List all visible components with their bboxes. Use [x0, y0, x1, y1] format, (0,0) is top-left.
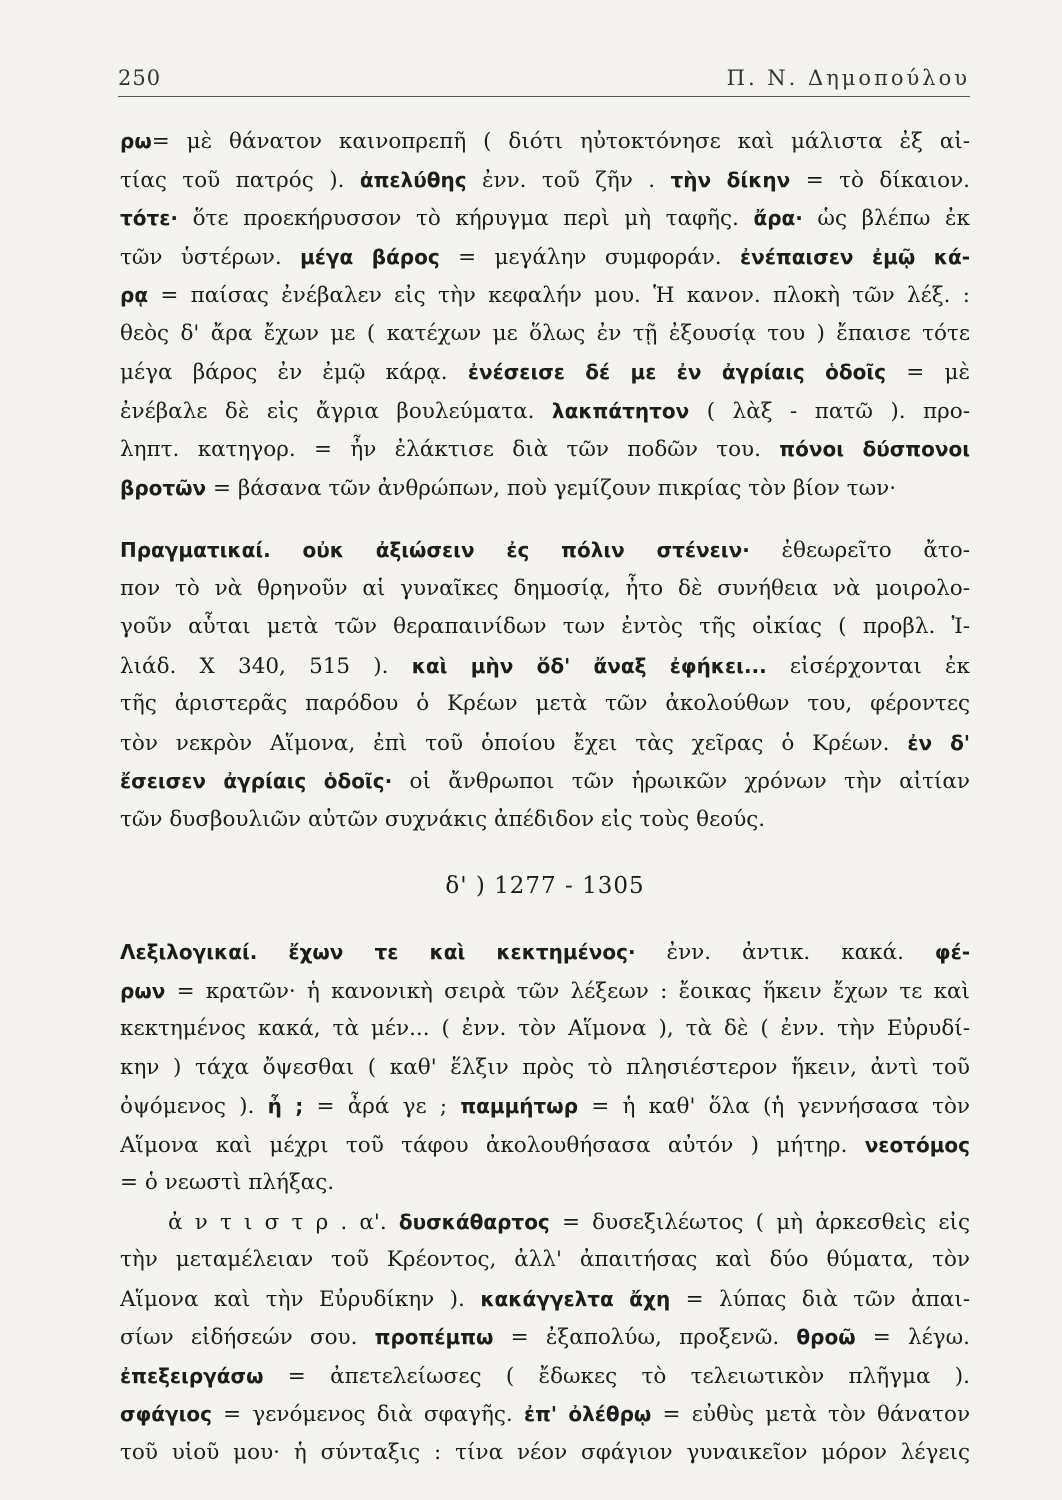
text-line: γοῦν αὗται μετὰ τῶν θεραπαινίδων των ἐντὸς τῆς οἰκίας ( προβλ. Ἰ- — [120, 614, 970, 639]
paragraph-factual-notes — [120, 531, 970, 839]
text-line: σίων εἰδήσεών σου. προπέμπω = ἐξαπολύω, προξενῶ. θροῶ = λέγω. — [120, 1325, 970, 1350]
lemma: πόνοι δύσπονοι — [779, 437, 970, 461]
text-line: ἔσεισεν ἀγρίαις ὁδοῖς· οἱ ἄνθρωποι τῶν ἡρωικῶν χρόνων τὴν αἰτίαν — [120, 769, 970, 794]
paragraph-gap — [120, 507, 970, 531]
text-body — [120, 122, 970, 1472]
lemma: σφάγιος — [120, 1402, 212, 1426]
text-line: ρω= μὲ θάνατον καινοπρεπῆ ( διότι ηὐτοκτόνησε καὶ μάλιστα ἐξ αἰ- — [120, 129, 970, 154]
paragraph-lexical-notes-continued — [120, 122, 970, 507]
lemma: θροῶ — [796, 1325, 856, 1349]
text-line: τὸν νεκρὸν Αἵμονα, ἐπὶ τοῦ ὁποίου ἔχει τὰς χεῖρας ὁ Κρέων. ἐν δ' — [120, 730, 970, 756]
section-heading: δ' ) 1277 - 1305 — [445, 873, 645, 899]
lemma: ἐπ' ὀλέθρῳ — [523, 1402, 652, 1426]
lemma: ἦ ; — [267, 1094, 304, 1118]
text-line: τῆς ἀριστερᾶς παρόδου ὁ Κρέων μετὰ τῶν ἀκολούθων του, φέροντες — [120, 691, 970, 716]
text-line: κην ) τάχα ὄψεσθαι ( καθ' ἕλξιν πρὸς τὸ πλησιέστερον ἥκειν, ἀντὶ τοῦ — [120, 1054, 970, 1080]
text-line: τῶν ὑστέρων. μέγα βάρος = μεγάλην συμφοράν. ἐνέπαισεν ἐμῷ κά- — [120, 244, 970, 270]
lemma: ἐνέσεισε δέ με ἐν ἀγρίαις ὁδοῖς — [467, 360, 886, 384]
lemma: οὐκ ἀξιώσειν ἐς πόλιν στένειν· — [302, 538, 750, 562]
text-line: τοῦ υἱοῦ μου· ἡ σύνταξις : τίνα νέον σφάγιον γυναικεῖον μόρον λέγεις — [120, 1439, 970, 1465]
text-line: ἐνέβαλε δὲ εἰς ἄγρια βουλεύματα. λακπάτητον ( λὰξ - πατῶ ). προ- — [120, 398, 970, 424]
lemma: τὴν δίκην — [670, 167, 791, 192]
paragraph-gap — [120, 839, 970, 859]
text-line: ληπτ. κατηγορ. = ἦν ἐλάκτισε διὰ τῶν ποδῶν του. πόνοι δύσπονοι — [120, 437, 970, 462]
text-line: πον τὸ νὰ θρηνοῦν αἱ γυναῖκες δημοσίᾳ, ἦτο δὲ συνήθεια νὰ μοιρολο- — [120, 575, 970, 601]
text-line: = ὁ νεωστὶ πλήξας. — [120, 1170, 335, 1195]
lemma: ἐπεξειργάσω — [120, 1363, 264, 1388]
text-line: ὀψόμενος ). ἦ ; = ἆρά γε ; παμμήτωρ = ἡ καθ' ὅλα (ἡ γεννήσασα τὸν — [120, 1094, 970, 1119]
paragraph-gap — [120, 913, 970, 933]
page-header — [118, 62, 970, 96]
lemma: κακάγγελτα ἄχη — [480, 1286, 671, 1311]
section-label: Λεξιλογικαί. — [120, 940, 258, 964]
lemma: ρᾳ — [120, 283, 149, 307]
text-line: Αἵμονα καὶ μέχρι τοῦ τάφου ἀκολουθήσασα αὐτόν ) μήτηρ. νεοτόμος — [120, 1132, 970, 1158]
lemma: δυσκάθαρτος — [398, 1209, 550, 1234]
page-number: 250 — [118, 66, 162, 90]
lemma: καὶ μὴν ὅδ' ἄναξ ἐφήκει... — [411, 653, 767, 678]
lemma: μέγα βάρος — [300, 244, 440, 269]
text-line: τῶν δυσβουλιῶν αὐτῶν συχνάκις ἀπέδιδον εἰς τοὺς θεούς. — [120, 806, 766, 832]
text-line: ρᾳ = παίσας ἐνέβαλεν εἰς τὴν κεφαλήν μου. Ἡ κανον. πλοκὴ τῶν λέξ. : — [120, 283, 970, 308]
text-line: ἐπεξειργάσω = ἀπετελείωσες ( ἔδωκες τὸ τελειωτικὸν πλῆγμα ). — [120, 1363, 970, 1389]
lemma: παμμήτωρ — [460, 1094, 579, 1118]
text-line: τότε· ὅτε προεκήρυσσον τὸ κήρυγμα περὶ μὴ ταφῆς. ἄρα· ὡς βλέπω ἐκ — [120, 206, 970, 231]
text-line: κεκτημένος κακά, τὰ μέν... ( ἐνν. τὸν Αἵμονα ), τὰ δὲ ( ἐνν. τὴν Εὐρυδί- — [120, 1016, 970, 1041]
text-line: Λεξιλογικαί. ἔχων τε καὶ κεκτημένος· ἐνν. ἀντικ. κακά. φέ- — [120, 940, 970, 965]
lemma: νεοτόμος — [864, 1132, 970, 1157]
running-head: Π. Ν. Δημοπούλου — [726, 66, 970, 90]
text-line: τίας τοῦ πατρός ). ἀπελύθης ἐνν. τοῦ ζῆν . τὴν δίκην = τὸ δίκαιον. — [120, 167, 970, 193]
lemma: ἔχων τε καὶ κεκτημένος· — [288, 940, 636, 964]
lemma: ἔσεισεν ἀγρίαις ὁδοῖς· — [120, 769, 393, 793]
lemma: λακπάτητον — [551, 398, 690, 423]
text-line: Αἵμονα καὶ τὴν Εὐρυδίκην ). κακάγγελτα ἄχη = λύπας διὰ τῶν ἀπαι- — [120, 1286, 970, 1312]
header-rule — [118, 96, 970, 97]
lemma: ρω — [120, 129, 152, 153]
text-line: μέγα βάρος ἐν ἐμῷ κάρᾳ. ἐνέσεισε δέ με ἐν ἀγρίαις ὁδοῖς = μὲ — [120, 360, 970, 385]
lemma: προπέμπω — [374, 1325, 494, 1349]
text-line: τὴν μεταμέλειαν τοῦ Κρέοντος, ἀλλ' ἀπαιτήσας καὶ δύο θύματα, τὸν — [120, 1247, 970, 1272]
text-line: σφάγιος = γενόμενος διὰ σφαγῆς. ἐπ' ὀλέθρῳ = εὐθὺς μετὰ τὸν θάνατον — [120, 1402, 970, 1427]
lemma: ἐν δ' — [907, 730, 970, 755]
lemma: ρων — [120, 978, 166, 1003]
lemma: φέ- — [934, 940, 970, 964]
lemma: ἀπελύθης — [359, 167, 467, 192]
section-label: Πραγματικαί. — [120, 538, 271, 562]
paragraph-lexical-notes — [120, 933, 970, 1472]
text-line: λιάδ. Χ 340, 515 ). καὶ μὴν ὅδ' ἄναξ ἐφήκει... εἰσέρχονται ἐκ — [120, 653, 970, 679]
lemma: ἄρα· — [753, 206, 803, 230]
lemma: τότε· — [120, 206, 178, 230]
lemma: ἐνέπαισεν ἐμῷ κά- — [739, 244, 970, 269]
text-line: Πραγματικαί. οὐκ ἀξιώσειν ἐς πόλιν στένειν· ἐθεωρεῖτο ἄτο- — [120, 538, 970, 563]
text-line: ρων = κρατῶν· ἡ κανονικὴ σειρὰ τῶν λέξεων : ἔοικας ἥκειν ἔχων τε καὶ — [120, 978, 970, 1004]
text-line: ἀ ν τ ι σ τ ρ . α'. δυσκάθαρτος = δυσεξιλέωτος ( μὴ ἀρκεσθεὶς εἰς — [168, 1209, 970, 1235]
text-line: βροτῶν = βάσανα τῶν ἀνθρώπων, ποὺ γεμίζουν πικρίας τὸν βίον των· — [120, 475, 897, 501]
text-line: θεὸς δ' ἄρα ἔχων με ( κατέχων με ὅλως ἐν τῇ ἐξουσίᾳ του ) ἔπαισε τότε — [120, 320, 970, 346]
lemma: βροτῶν — [120, 475, 207, 500]
